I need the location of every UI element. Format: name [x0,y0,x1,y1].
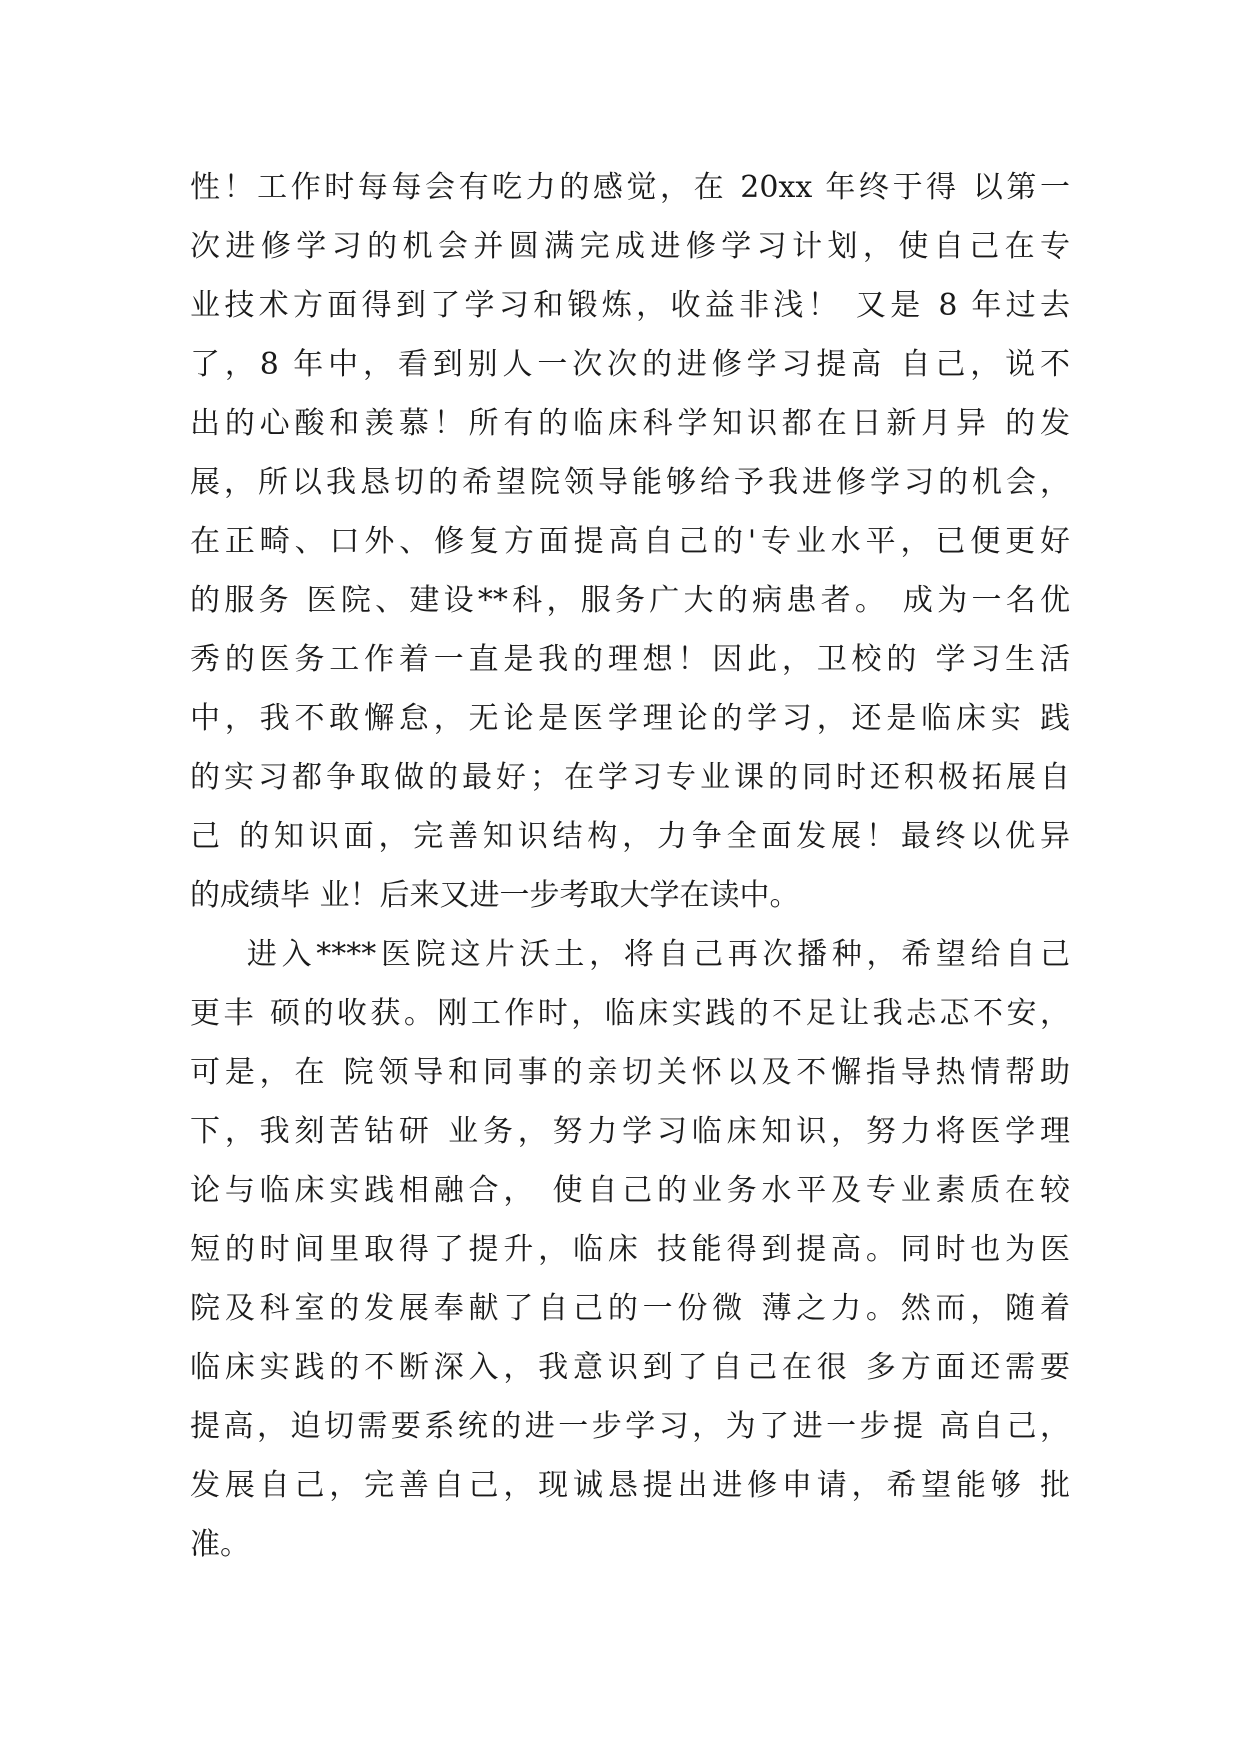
text-line: 次进修学习的机会并圆满完成进修学习计划，使自己在专 [190,229,1070,264]
text-line: 的实习都争取做的最好；在学习专业课的同时还积极拓展自 [190,760,1070,795]
text-line: 临床实践的不断深入，我意识到了自己在很 多方面还需要 [190,1350,1070,1385]
text-line: 更丰 硕的收获。刚工作时，临床实践的不足让我忐忑不安， [190,996,1070,1031]
paragraph-2 [190,925,1070,1574]
text-line: 提高，迫切需要系统的进一步学习，为了进一步提 高自己， [190,1409,1070,1444]
text-line: 论与临床实践相融合， 使自己的业务水平及专业素质在较 [190,1173,1070,1208]
text-line: 性！工作时每每会有吃力的感觉，在 20xx 年终于得 以第一 [190,170,1070,205]
text-line: 己 的知识面，完善知识结构，力争全面发展！最终以优异 [190,819,1070,854]
document-body [190,158,1070,1574]
text-line: 发展自己，完善自己，现诚恳提出进修申请，希望能够 批 [190,1468,1070,1503]
text-line: 进入****医院这片沃土，将自己再次播种，希望给自己 [190,937,1070,972]
paragraph-1 [190,158,1070,925]
text-line: 的成绩毕 业！后来又进一步考取大学在读中。 [190,878,800,913]
text-line: 在正畸、口外、修复方面提高自己的'专业水平，已便更好 [190,524,1070,559]
text-line: 展，所以我恳切的希望院领导能够给予我进修学习的机会， [190,465,1070,500]
text-line: 了，8 年中，看到别人一次次的进修学习提高 自己，说不 [190,347,1070,382]
text-line: 的服务 医院、建设**科，服务广大的病患者。 成为一名优 [190,583,1070,618]
text-line: 可是，在 院领导和同事的亲切关怀以及不懈指导热情帮助 [190,1055,1070,1090]
text-line: 准。 [190,1527,250,1562]
text-line: 中，我不敢懈怠，无论是医学理论的学习，还是临床实 践 [190,701,1070,736]
text-line: 院及科室的发展奉献了自己的一份微 薄之力。然而，随着 [190,1291,1070,1326]
text-line: 下，我刻苦钻研 业务，努力学习临床知识，努力将医学理 [190,1114,1070,1149]
text-line: 秀的医务工作着一直是我的理想！因此，卫校的 学习生活 [190,642,1070,677]
text-line: 业技术方面得到了学习和锻炼，收益非浅！ 又是 8 年过去 [190,288,1070,323]
text-line: 出的心酸和羡慕！所有的临床科学知识都在日新月异 的发 [190,406,1070,441]
text-line: 短的时间里取得了提升，临床 技能得到提高。同时也为医 [190,1232,1070,1267]
